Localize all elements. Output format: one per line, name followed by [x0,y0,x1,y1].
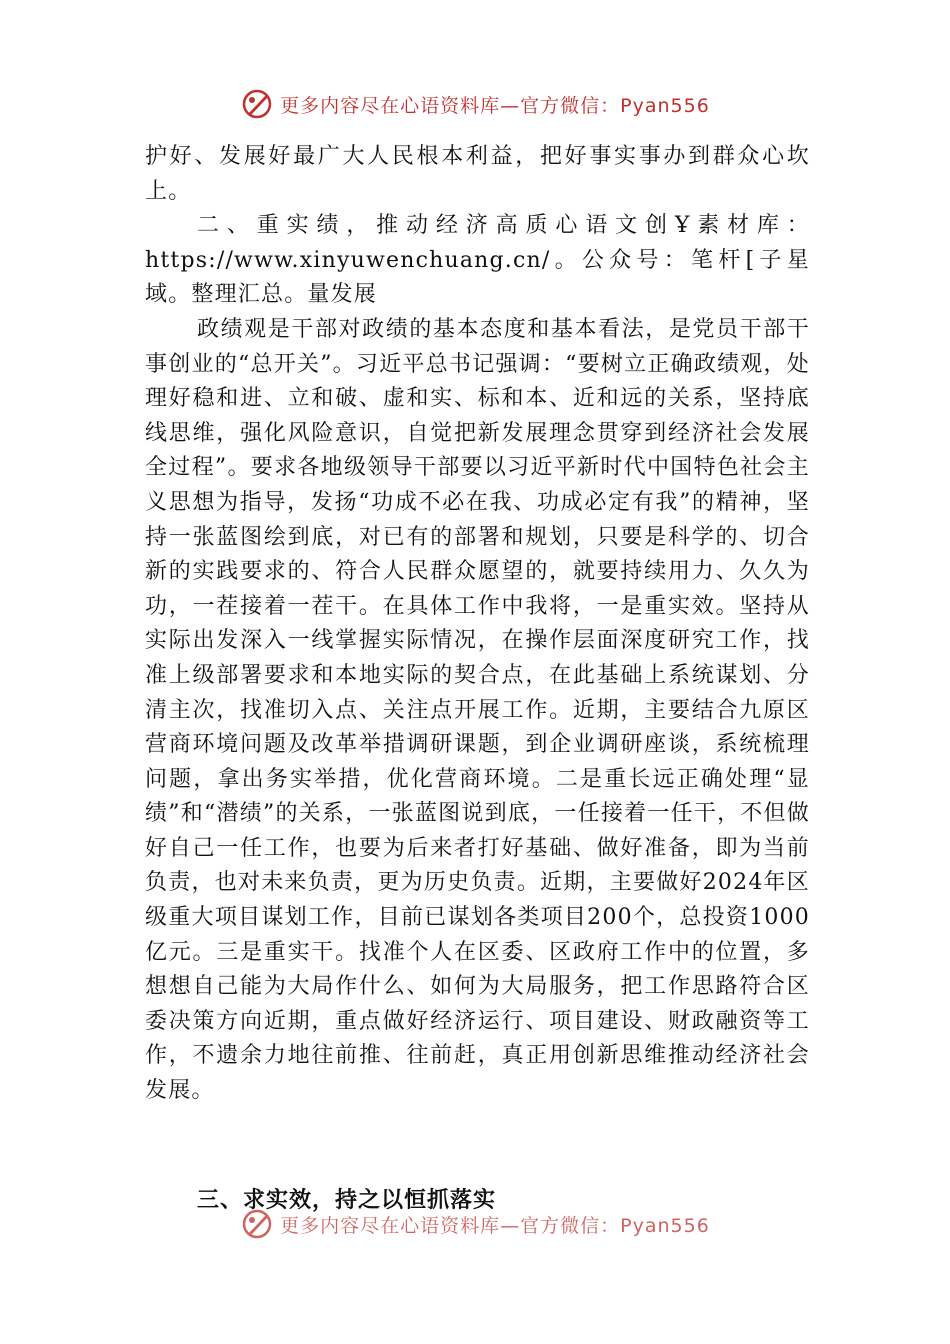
paragraph-2-section-heading: 二、重实绩，推动经济高质心语文创Ұ素材库：https://www.xinyuwenchuang.cn/。公众号：笔杆[子星域。整理汇总。量发展 [145,213,810,308]
pen-logo-icon [240,87,274,121]
footer-watermark-text: 更多内容尽在心语资料库—官方微信：Pyan556 [280,1214,710,1237]
paragraph-1: 护好、发展好最广大人民根本利益，把好事实事办到群众心坎上。 [145,144,810,204]
section-heading-3: 三、求实效，持之以恒抓落实 [197,1188,497,1213]
header-watermark [0,84,950,124]
document-body [145,140,810,1109]
footer-watermark [0,1202,950,1242]
paragraph-3: 政绩观是干部对政绩的基本态度和基本看法，是党员干部干事创业的“总开关”。习近平总书记强调：“要树立正确政绩观，处理好稳和进、立和破、虚和实、标和本、近和远的关系，坚持底线思维，强化风险意识，自觉把新发展理念贯穿到经济社会发展全过程”。要求各地级领导干部要以习近平新时代中国特色社会主义思想为指导，发扬“功成不必在我、功成必定有我”的精神，坚持一张蓝图绘到底，对已有的部署和规划，只要是科学的、切合新的实践要求的、符合人民群众愿望的，就要持续用力、久久为功，一茬接着一茬干。在具体工作中我将，一是重实效。坚持从实际出发深入一线掌握实际情况，在操作层面深度研究工作，找准上级部署要求和本地实际的契合点，在此基础上系统谋划、分清主次，找准切入点、关注点开展工作。近期，主要结合九原区营商环境问题及改革举措调研课题，到企业调研座谈，系统梳理问题，拿出务实举措，优化营商环境。二是重长远正确处理“显绩”和“潜绩”的关系，一张蓝图说到底，一任接着一任干，不但做好自己一任工作，也要为后来者打好基础、做好准备，即为当前负责，也对未来负责，更为历史负责。近期，主要做好2024年区级重大项目谋划工作，目前已谋划各类项目200个，总投资1000亿元。三是重实干。找准个人在区委、区政府工作中的位置，多想想自己能为大局作什么、如何为大局服务，把工作思路符合区委决策方向近期，重点做好经济运行、项目建设、财政融资等工作，不遗余力地往前推、往前赶，真正用创新思维推动经济社会发展。 [145,316,810,1104]
header-watermark-text: 更多内容尽在心语资料库—官方微信：Pyan556 [280,94,710,117]
pen-logo-icon [240,1207,274,1241]
